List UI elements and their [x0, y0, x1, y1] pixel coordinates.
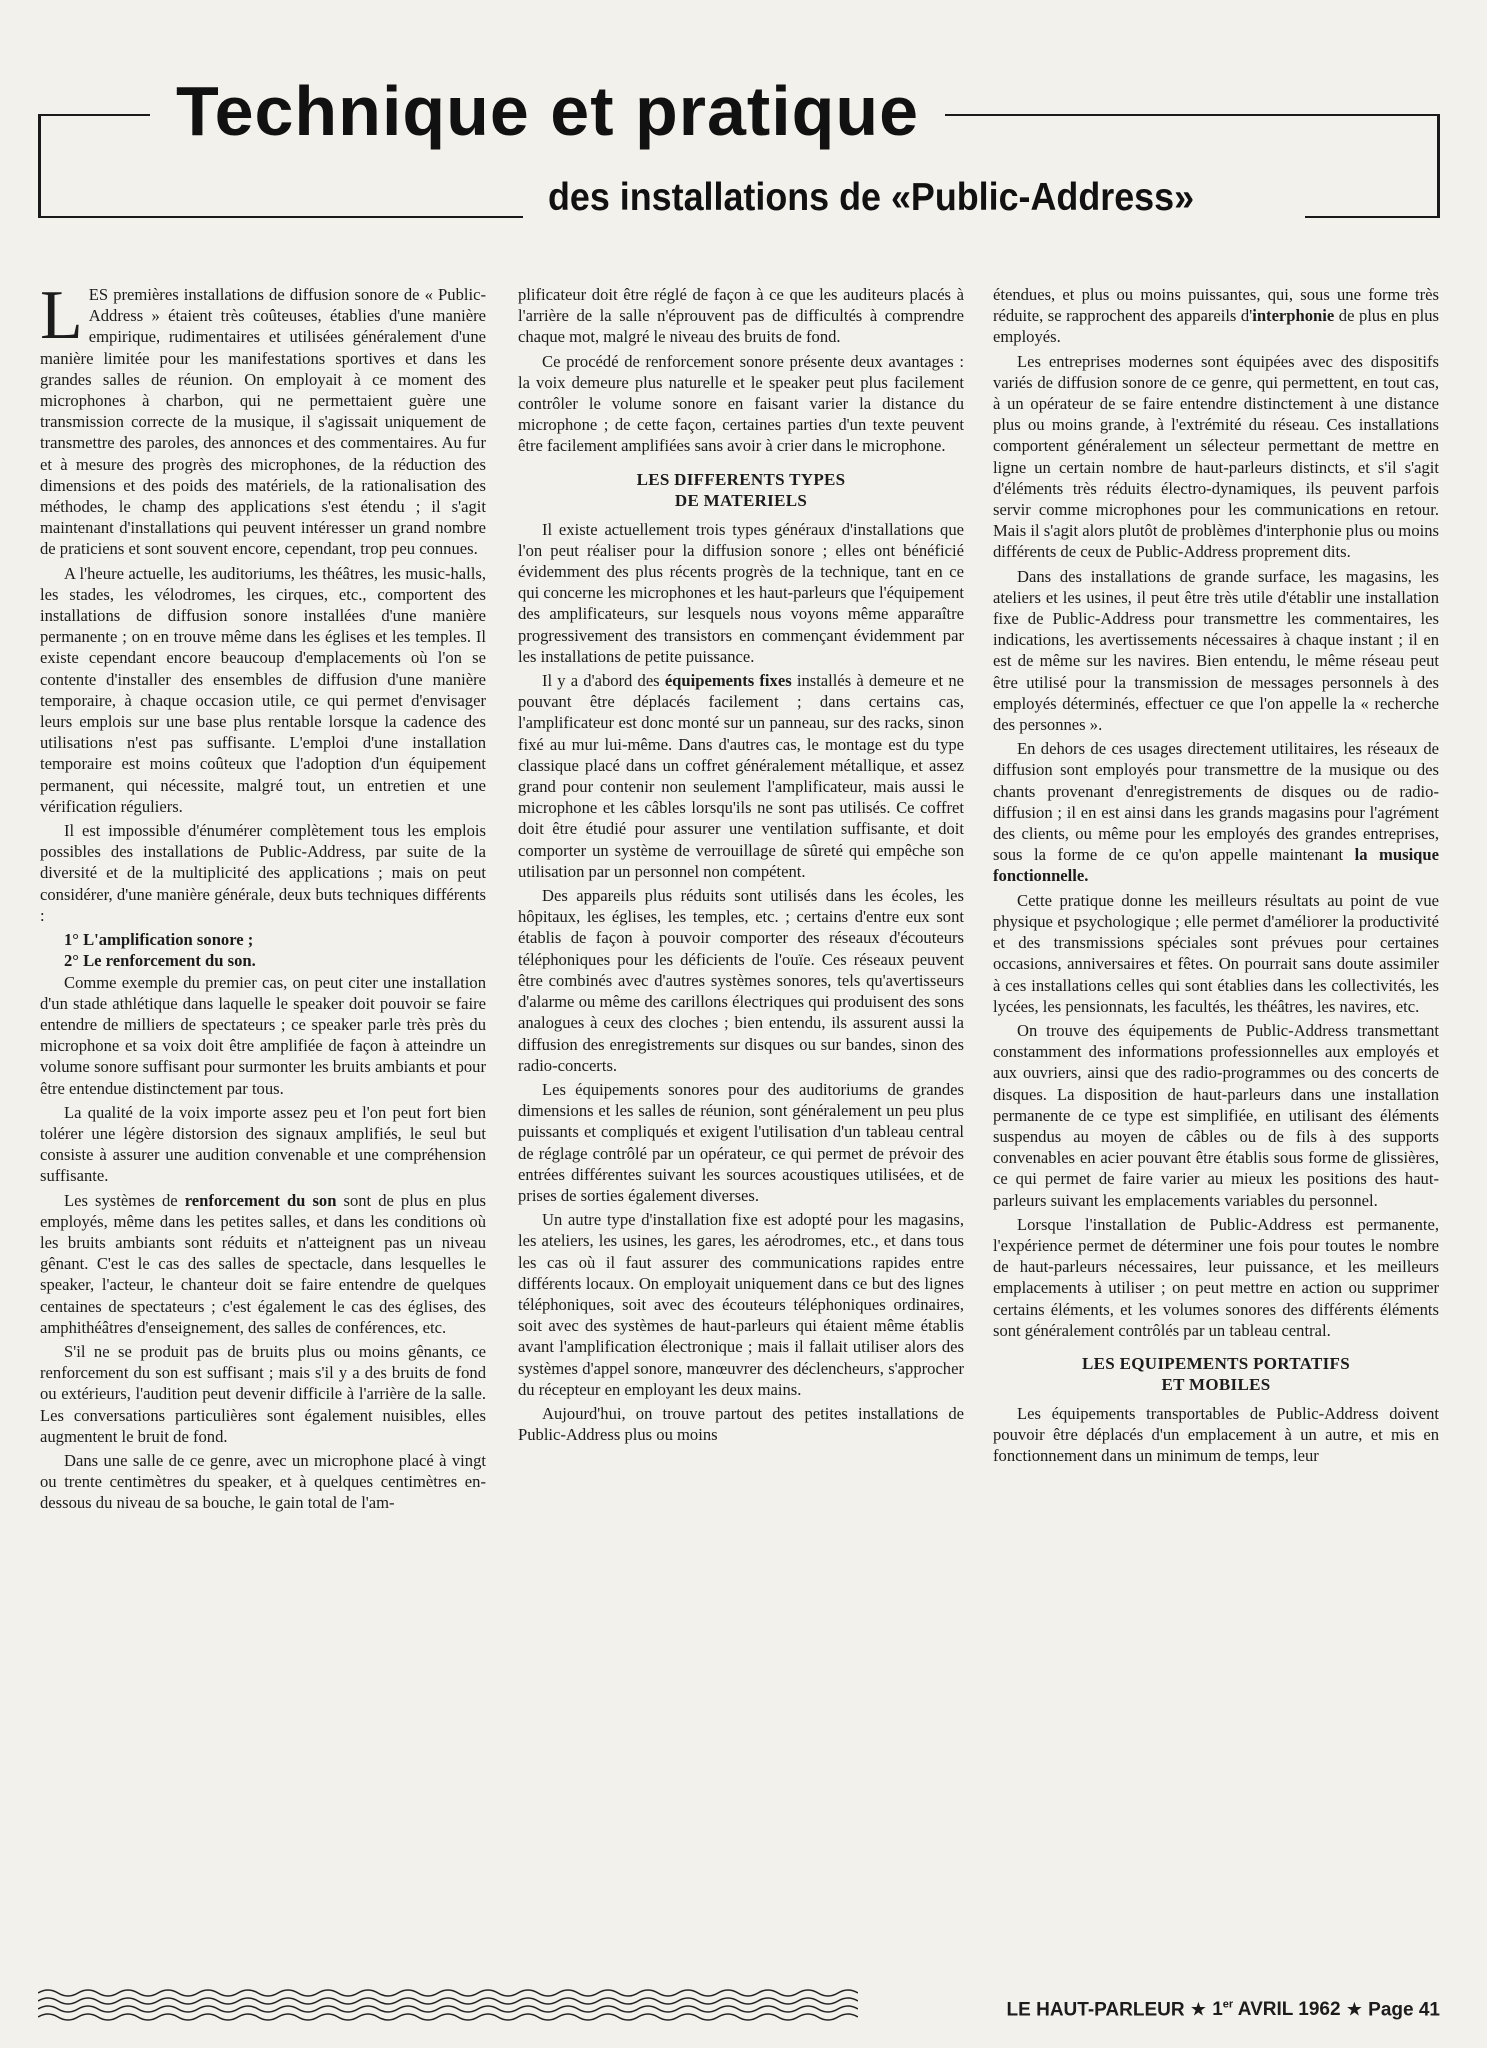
- bold-term: équipements fixes: [664, 671, 792, 691]
- paragraph: [40, 1190, 486, 1338]
- paragraph: On trouve des équipements de Public-Address transmettant constamment des informations professionnelles aux employés et aux ouvriers, ainsi que des radio-programmes ou des concerts de disques. La disposition de haut-parleurs dans une installation permanente de ce type est simplifiée, en utilisant des éléments suspendus au moyen de câbles ou de fils à des supports convenables en acier pouvant être établis sous forme de glissières, ce qui permet de faire varier au mieux les positions des haut-parleurs suivant les emplacements variables du personnel.: [993, 1020, 1439, 1210]
- text-run: installés à demeure et ne pouvant être déplacés facilement ; dans certains cas, l'amplificateur est donc monté sur un panneau, sur des racks, sinon fixé au mur lui-même. Dans d'autres cas, le montage est du type classique placé dans un coffret généralement métallique, et assez grand pour contenir non seulement l'amplificateur, mais aussi le microphone et les câbles lorsqu'ils ne sont pas utilisés. Ce coffret doit être étudié pour assurer une ventilation suffisante, et doit comporter un système de verrouillage de sûreté qui empêche son utilisation par un personnel non compétent.: [518, 671, 964, 881]
- bold-term: interphonie: [1252, 306, 1335, 326]
- section-heading: [993, 1353, 1439, 1395]
- list-item: [40, 929, 486, 950]
- bold-term: renforcement du son: [184, 1190, 337, 1210]
- issue-date: [1212, 1999, 1340, 2020]
- star-icon: ★: [1189, 1999, 1207, 2021]
- paragraph: Dans une salle de ce genre, avec un microphone placé à vingt ou trente centimètres du speaker, et à quelques centimètres en-dessous du niveau de sa bouche, le gain total de l'am-: [40, 1450, 486, 1513]
- paragraph-text: ES premières installations de diffusion sonore de « Public-Address » étaient très coûteuses, établies d'une manière empirique, rudimentaires et utilisées généralement d'une manière limitée pour les manifestations sportives et dans les grandes salles de réunion. On employait à ce moment des microphones à charbon, qui ne permettaient guère une transmission correcte de la musique, il s'agissait uniquement de transmettre des paroles, des annonces et des commentaires. Au fur et à mesure des progrès des microphones, de la réduction des dimensions et des poids des matériels, de la rationalisation des méthodes, le champ des applications s'est étendu ; il s'agit maintenant d'installations qui peuvent intéresser un grand nombre de praticiens et sont souvent encore, cependant, trop peu connues.: [40, 285, 486, 559]
- paragraph: Ce procédé de renforcement sonore présente deux avantages : la voix demeure plus naturelle et le speaker peut plus facilement contrôler le volume sonore en faisant varier la distance du microphone ; de cette façon, certaines parties d'un texte peuvent être facilement amplifiées sans avoir à crier dans le microphone.: [518, 351, 964, 456]
- article-subtitle: des installations de «Public-Address»: [548, 176, 1195, 219]
- text-run: Il y a d'abord des: [542, 671, 665, 691]
- paragraph: Il est impossible d'énumérer complètement tous les emplois possibles des installations de Public-Address, par suite de la diversité et de la multiplicité des applications ; mais on peut considérer, d'une manière générale, deux buts techniques différents :: [40, 821, 486, 925]
- list-item-text: 2° Le renforcement du son.: [64, 951, 256, 971]
- header-frame-right-bracket: [1437, 114, 1440, 217]
- wavy-rule-ornament: [38, 1985, 858, 2025]
- text-run: sont de plus en plus employés, même dans les petites salles, et dans les conditions où les bruits ambiants sont réduits et n'atteignent pas un niveau gênant. C'est le cas des salles de spectacle, dans lesquelles le speaker, l'acteur, le chanteur doit se faire entendre de quelques centaines de spectateurs ; c'est également le cas des églises, des amphithéâtres d'enseignement, des salles de conférences, etc.: [40, 1190, 486, 1337]
- paragraph: Les équipements sonores pour des auditoriums de grandes dimensions et les salles de réunion, sont généralement un peu plus puissants et compliqués et exigent l'utilisation d'un tableau central de réglage contrôlé par un opérateur, ce qui permet de prévoir des entrées différentes suivant les sources acoustiques utilisées, et de prises de sorties également diverses.: [518, 1079, 964, 1205]
- text-run: En dehors de ces usages directement utilitaires, les réseaux de diffusion sont employés pour transmettre de la musique ou des chants provenant d'enregistrements de disques ou de radio-diffusion ; il en est ainsi dans les grands magasins pour l'agrément des clients, ou même pour les employés des grandes entreprises, sous la forme de ce qu'on appelle maintenant: [993, 739, 1439, 865]
- paragraph: S'il ne se produit pas de bruits plus ou moins gênants, ce renforcement du son est suffisant ; mais s'il y a des bruits de fond ou extérieurs, l'audition peut devenir difficile à l'arrière de la salle. Les conversations particulières sont également nuisibles, elles augmentent le bruit de fond.: [40, 1341, 486, 1446]
- column-1: [40, 284, 486, 1904]
- date-superscript: er: [1222, 1999, 1234, 2011]
- magazine-name: LE HAUT-PARLEUR: [1006, 1999, 1185, 2021]
- paragraph: [40, 284, 486, 560]
- page-number: Page 41: [1368, 1999, 1440, 2021]
- heading-line: LES DIFFERENTS TYPES: [636, 469, 846, 489]
- drop-cap: L: [40, 284, 83, 354]
- list-item: [40, 950, 486, 971]
- paragraph: A l'heure actuelle, les auditoriums, les théâtres, les music-halls, les stades, les vélodromes, les cirques, etc., comportent des installations de diffusion sonore installées d'une manière permanente ; on en trouve même dans les églises et les temples. Il existe cependant encore beaucoup d'emplacements où l'on se contente d'installer des ensembles de diffusion d'une manière temporaire, à chaque occasion utile, ce qui permet d'envisager leurs emplois sur une base plus rentable lorsque la cadence des utilisations n'est pas suffisante. L'emploi d'une installation temporaire est moins coûteux que l'adoption d'un équipement permanent, qui nécessite, malgré tout, un entretien et une vérification réguliers.: [40, 563, 486, 816]
- page-footer: [38, 1985, 1440, 2025]
- text-run: étendues, et plus ou moins puissantes, qui, sous une forme très réduite, se rapprochent des appareils d': [993, 285, 1439, 326]
- paragraph: Aujourd'hui, on trouve partout des petites installations de Public-Address plus ou moins: [518, 1403, 964, 1445]
- text-run: Les systèmes de: [64, 1190, 185, 1210]
- paragraph: [993, 284, 1439, 348]
- bold-term: la musique fonctionnelle.: [993, 845, 1439, 886]
- date-month-year: AVRIL 1962: [1237, 1999, 1341, 2021]
- paragraph: Un autre type d'installation fixe est adopté pour les magasins, les ateliers, les usines, les gares, les aérodromes, etc., et dans tous les cas où il faut assurer des communications rapides entre différents locaux. On employait uniquement dans ce but des lignes téléphoniques, soit avec des écouteurs téléphoniques ordinaires, soit avec des systèmes de haut-parleurs qui étaient même établis avant l'amplification électronique ; mais il fallait utiliser alors des systèmes d'appel sonore, manœuvrer des déclencheurs, s'approcher du récepteur en employant les deux mains.: [518, 1210, 964, 1399]
- paragraph: Il existe actuellement trois types généraux d'installations que l'on peut réaliser pour la diffusion sonore ; elles ont bénéficié évidemment des plus récents progrès de la technique, tant en ce qui concerne les microphones et les haut-parleurs que l'équipement des amplificateurs, sur lesquels nous voyons même apparaître progressivement des transistors en commençant évidemment par les installations de petite puissance.: [518, 519, 964, 666]
- paragraph: [993, 738, 1439, 886]
- paragraph: Lorsque l'installation de Public-Address est permanente, l'expérience permet de déterminer une fois pour toutes le nombre de haut-parleurs nécessaires, leur puissance, et les meilleurs emplacements à utiliser ; on peut mettre en action ou supprimer certains éléments, et les volumes sonores des différents éléments sont généralement contrôlés par un tableau central.: [993, 1214, 1439, 1340]
- paragraph: Des appareils plus réduits sont utilisés dans les écoles, les hôpitaux, les églises, les temples, etc. ; certains d'entre eux sont établis de façon à pouvoir comporter des réseaux d'écouteurs téléphoniques pour les déficients de l'ouïe. Ces réseaux peuvent être combinés avec d'autres systèmes sonores, tels qu'avertisseurs d'alarme ou même des carillons électriques qui produisent des sons analogues à ceux des cloches ; bien entendu, ils assurent aussi la diffusion des enregistrements sur disques ou sur bandes, sinon des radio-concerts.: [518, 886, 964, 1075]
- heading-line: ET MOBILES: [1161, 1374, 1271, 1394]
- star-icon: ★: [1345, 1999, 1363, 2021]
- footer-line: [1007, 1985, 1440, 2030]
- paragraph: plificateur doit être réglé de façon à ce que les auditeurs placés à l'arrière de la salle n'éprouvent pas de difficultés à comprendre chaque mot, malgré le niveau des bruits de fond.: [518, 285, 964, 347]
- text-run: de plus en plus employés.: [993, 306, 1439, 347]
- paragraph: Comme exemple du premier cas, on peut citer une installation d'un stade athlétique dans laquelle le speaker doit pouvoir se faire entendre de milliers de spectateurs ; ce speaker parle très près du microphone et sa voix doit être amplifiée de façon à atteindre un volume sonore suffisant pour surmonter les bruits ambiants et pour être entendue distinctement par tous.: [40, 972, 486, 1098]
- paragraph: Les équipements transportables de Public-Address doivent pouvoir être déplacés d'un emplacement à un autre, et mis en fonctionnement dans un minimum de temps, leur: [993, 1403, 1439, 1466]
- column-2: [518, 284, 964, 1904]
- section-heading: [518, 469, 964, 511]
- subtitle-left-rule: [38, 216, 523, 218]
- column-3: [993, 284, 1439, 1904]
- paragraph: La qualité de la voix importe assez peu et l'on peut fort bien tolérer une légère distorsion des signaux amplifiés, le seul but consiste à assurer une audition convenable et une compréhension suffisante.: [40, 1102, 486, 1186]
- subtitle-right-rule: [1305, 216, 1440, 218]
- list-item-text: 1° L'amplification sonore ;: [64, 930, 254, 950]
- date-day: 1: [1212, 1999, 1223, 2021]
- paragraph: Les entreprises modernes sont équipées avec des dispositifs variés de diffusion sonore de ce genre, qui permettent, en tout cas, à un opérateur de se faire entendre distinctement à une distance plus ou moins grande, à l'extrémité du réseau. Ces installations comportent généralement un sélecteur permettant de mettre en ligne un certain nombre de haut-parleurs distincts, et s'il s'agit d'éléments très réduits électro-dynamiques, ils peuvent parfois servir comme microphones pour les communications en retour. Mais il s'agit alors plutôt de problèmes d'interphonie plus ou moins différents de ceux de Public-Address proprement dits.: [993, 351, 1439, 562]
- paragraph: Dans des installations de grande surface, les magasins, les ateliers et les usines, il peut être très utile d'établir une installation fixe de Public-Address pour transmettre les commentaires, les indications, les avertissements nécessaires à chaque instant ; il en est de même sur les navires. Bien entendu, le même réseau peut être utilisé pour la transmission de messages personnels à des employés déterminés, effectuer ce que l'on appelle la « recherche des personnes ».: [993, 566, 1439, 735]
- heading-line: DE MATERIELS: [674, 490, 808, 510]
- paragraph: Cette pratique donne les meilleurs résultats au point de vue physique et psychologique ; elle permet d'améliorer la productivité et des transmissions spéciales sont prévues pour certaines occasions, anniversaires et fêtes. On pourrait sans doute assimiler à ces installations celles qui sont établies dans les collectivités, les lycées, les pensionnats, les facultés, les théâtres, les navires, etc.: [993, 890, 1439, 1016]
- article-title: Technique et pratique: [150, 66, 945, 156]
- heading-line: LES EQUIPEMENTS PORTATIFS: [1082, 1353, 1350, 1373]
- paragraph: [518, 670, 964, 882]
- header-frame-left-bracket: [38, 114, 41, 217]
